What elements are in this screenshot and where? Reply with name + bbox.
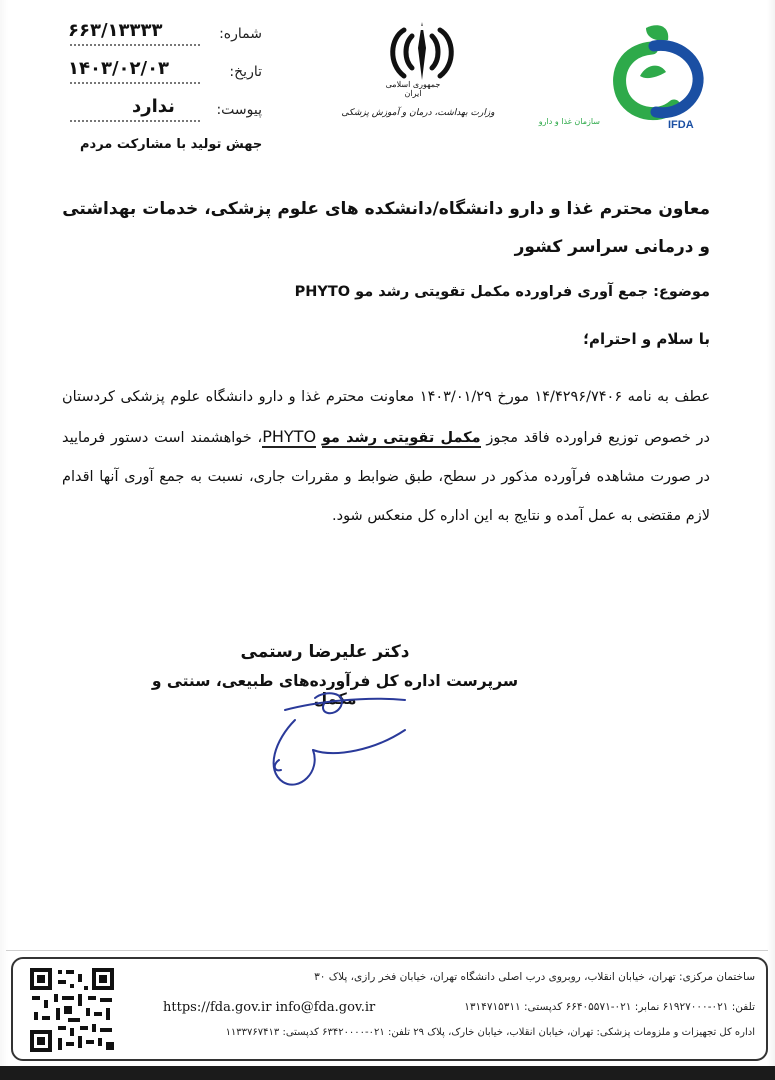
signatory-title: سرپرست اداره کل فرآورده‌های طبیعی، سنتی و مکمل bbox=[151, 672, 519, 708]
attachment-value: ندارد bbox=[132, 96, 175, 117]
handwritten-signature-icon bbox=[255, 680, 435, 800]
greeting: با سلام و احترام؛ bbox=[583, 330, 710, 348]
body-highlight: مکمل تقویتی رشد مو bbox=[321, 430, 481, 446]
slogan: جهش تولید با مشارکت مردم bbox=[80, 137, 263, 152]
date-dots bbox=[70, 82, 200, 84]
footer-phones: تلفن: ۰۲۱-۶۱۹۲۷۰۰۰ نمابر: ۰۲۱-۶۶۴۰۵۵۷۱ کدپستی: ۱۳۱۴۷۱۵۳۱۱ bbox=[464, 1001, 755, 1013]
recipient: معاون محترم غذا و دارو دانشگاه/دانشکده های علوم پزشکی، خدمات بهداشتی و درمانی سراسر کشور bbox=[62, 199, 710, 257]
footer-equipment-office: اداره کل تجهیزات و ملزومات پزشکی: تهران، خیابان انقلاب، خیابان خارک، پلاک ۲۹ تلفن: ۰۲۱-۶۳۴۲۰۰۰۰ کدپستی: ۱۱۳۳۷۶۷۴۱۳ bbox=[225, 1027, 755, 1038]
ifda-text: IFDA bbox=[668, 119, 694, 131]
number-dots bbox=[70, 44, 200, 46]
signatory-name: دکتر علیرضا رستمی bbox=[240, 642, 410, 662]
body-part2: ، خواهشمند است دستور فرمایید در صورت مشاهده فرآورده مذکور در سطح، طبق ضوابط و مقررات جاری، نسبت به جمع آوری آنها اقدام لازم مقتضی به عمل آمده و نتایج به این اداره کل منعکس شود. bbox=[62, 430, 710, 524]
attachment-label: پیوست: bbox=[216, 102, 262, 118]
number-label: شماره: bbox=[219, 26, 262, 42]
date-value: ۱۴۰۳/۰۲/۰۳ bbox=[68, 58, 170, 79]
bottom-bar bbox=[0, 1066, 775, 1080]
meta-number-row bbox=[62, 16, 262, 54]
letter-meta bbox=[62, 16, 262, 130]
body-phyto: PHYTO bbox=[262, 427, 317, 446]
ifda-caption: سازمان غذا و دارو bbox=[538, 117, 600, 126]
qr-code-icon bbox=[28, 966, 116, 1054]
letter-header bbox=[0, 0, 775, 180]
emblem-line2: وزارت بهداشت، درمان و آموزش پزشکی bbox=[341, 108, 495, 118]
letter-footer bbox=[11, 957, 768, 1061]
footer-address: ساختمان مرکزی: تهران، خیابان انقلاب، روبروی درب اصلی دانشگاه تهران، خیابان فخر رازی، پلاک ۳۰ bbox=[314, 971, 755, 983]
meta-date-row bbox=[62, 54, 262, 92]
meta-attachment-row bbox=[62, 92, 262, 130]
subject: موضوع: جمع آوری فراورده مکمل تقویتی رشد مو PHYTO bbox=[294, 284, 710, 300]
ifda-logo-icon bbox=[538, 20, 716, 135]
emblem-line1: جمهوری اسلامی ایران bbox=[385, 80, 441, 98]
attachment-dots bbox=[70, 120, 200, 122]
footer-web[interactable]: https://fda.gov.ir info@fda.gov.ir bbox=[163, 1000, 376, 1015]
number-value: ۶۶۳/۱۳۳۳۳ bbox=[68, 20, 163, 41]
date-label: تاریخ: bbox=[229, 64, 262, 80]
letter-body bbox=[62, 378, 710, 536]
body-part1: عطف به نامه ۱۴/۴۲۹۶/۷۴۰۶ مورخ ۱۴۰۳/۰۱/۲۹ معاونت محترم غذا و دارو دانشگاه علوم پزشکی کردستان در خصوص توزیع فراورده فاقد مجوز bbox=[62, 389, 711, 446]
footer-separator bbox=[6, 950, 768, 951]
